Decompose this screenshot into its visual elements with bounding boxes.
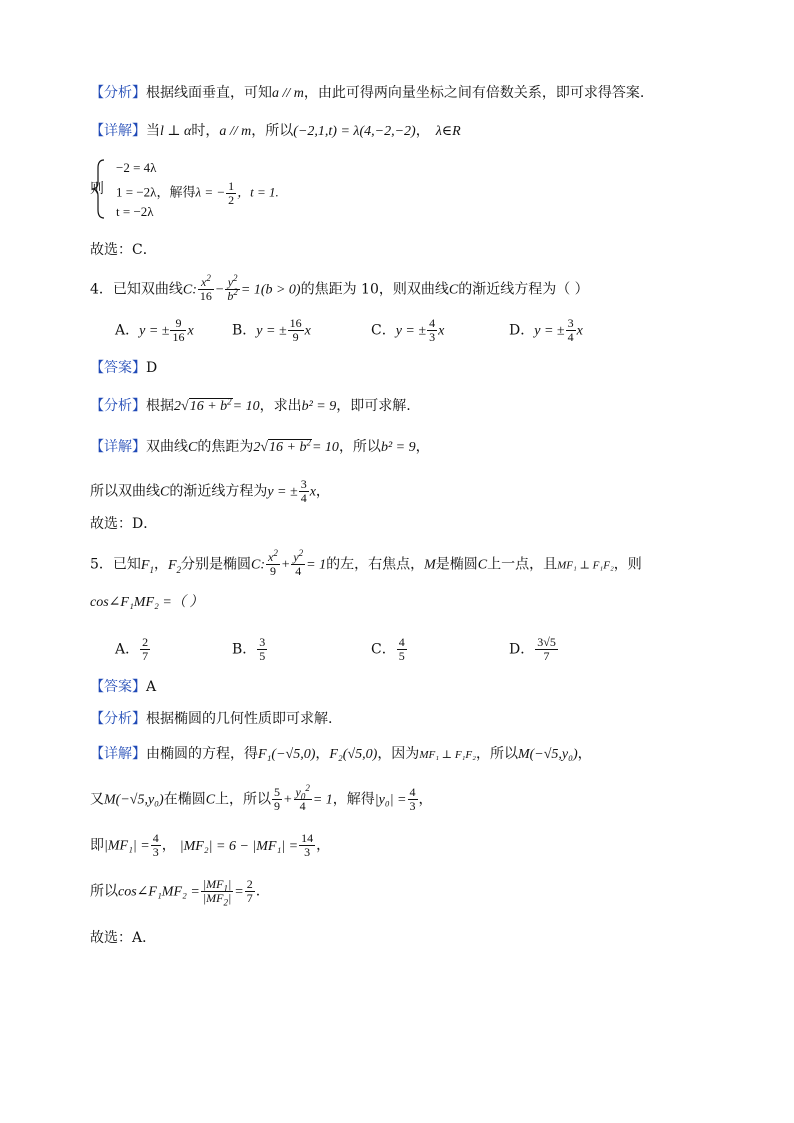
q5-option-b[interactable]: B． $\frac{3}{5}$ <box>232 635 266 663</box>
system-eq1: −2 = 4λ <box>116 160 157 175</box>
q5-detail-line4: 所以cos∠F₁MF₂ = $\frac{|MF_1|}{|MF_2|}$ = $\frac{2}{7}$ . <box>90 877 261 908</box>
q5-stem-line2: cos∠F₁MF₂ =（ ） <box>90 595 204 610</box>
q5-analysis: 【分析】根据椭圆的几何性质即可求解. <box>90 711 333 727</box>
q5-option-a[interactable]: A． $\frac{2}{7}$ <box>115 635 149 663</box>
q3-then: 则 <box>90 181 104 197</box>
q5-option-d[interactable]: D． $\frac{3√5}{7}$ <box>509 635 556 663</box>
q4-stem: 4．已知双曲线C: $\frac{x^2}{16}$ − $\frac{y^2}{b^2}$ = 1(b > 0)的焦距为 10，则双曲线C的渐近线方程为（ ） <box>90 273 589 303</box>
analysis-tag: 【分析】 <box>90 85 146 101</box>
q4-detail: 【详解】双曲线C的焦距为$2√16 + b^2= 10$，所以b² = 9， <box>90 437 430 455</box>
q5-choose: 故选：A． <box>90 930 157 946</box>
q3-choose: 故选：C． <box>90 242 157 258</box>
q5-detail-line3: 即|MF₁| = $\frac{4}{3}$ ， |MF₂| = 6 − |MF₁| = $\frac{14}{3}$ ， <box>90 831 331 859</box>
q3-detail: 【详解】当l ⊥ α时，a // m，所以(−2,1,t) = λ(4,−2,−2)， λ∈R <box>90 123 461 139</box>
system-eq2: 1 = −2λ，解得λ = − $\frac{1}{2}$ ，t = 1. <box>116 179 279 207</box>
q5-option-c[interactable]: C． $\frac{4}{5}$ <box>371 635 405 663</box>
system-brace <box>90 158 110 220</box>
q5-detail-line2: 又M(−√5,y₀)在椭圆C上，所以 $\frac{5}{9}$ + $\frac{y_0^2}{4}$ = 1，解得|y₀| = $\frac{4}{3}$ ， <box>90 783 433 813</box>
q4-analysis: 【分析】根据$2√16 + b^2= 10$，求出b² = 9，即可求解. <box>90 396 411 414</box>
q5-answer: 【答案】A <box>90 679 157 695</box>
q5-detail: 【详解】由椭圆的方程，得F₁(−√5,0)，F₂(√5,0)，因为MF₁ ⊥ F₁F₂，所以M(−√5,y₀)， <box>90 746 592 762</box>
q4-choose: 故选：D． <box>90 516 158 532</box>
detail-tag: 【详解】 <box>90 123 146 139</box>
q4-detail-line2: 所以双曲线C的渐近线方程为y = ± $\frac{3}{4}$ x， <box>90 477 330 505</box>
q4-option-c[interactable]: C．y = ± $\frac{4}{3}$ x <box>371 316 445 344</box>
q4-option-d[interactable]: D．y = ± $\frac{3}{4}$ x <box>509 316 583 344</box>
q4-option-b[interactable]: B．y = ± $\frac{16}{9}$ x <box>232 316 311 344</box>
q5-stem: 5．已知$F_1$，$F_2$分别是椭圆C: $\frac{x^2}{9}$ + $\frac{y^2}{4}$ = 1的左，右焦点，M是椭圆C上一点，且MF₁ ⊥ F₁F₂，则 <box>90 548 642 578</box>
q4-option-a[interactable]: A．y = ± $\frac{9}{16}$ x <box>115 316 194 344</box>
system-eq3: t = −2λ <box>116 204 154 219</box>
q3-analysis: 【分析】根据线面垂直，可知a // m，由此可得两向量坐标之间有倍数关系，即可求得答案. <box>90 85 645 101</box>
q4-answer: 【答案】D <box>90 360 158 376</box>
